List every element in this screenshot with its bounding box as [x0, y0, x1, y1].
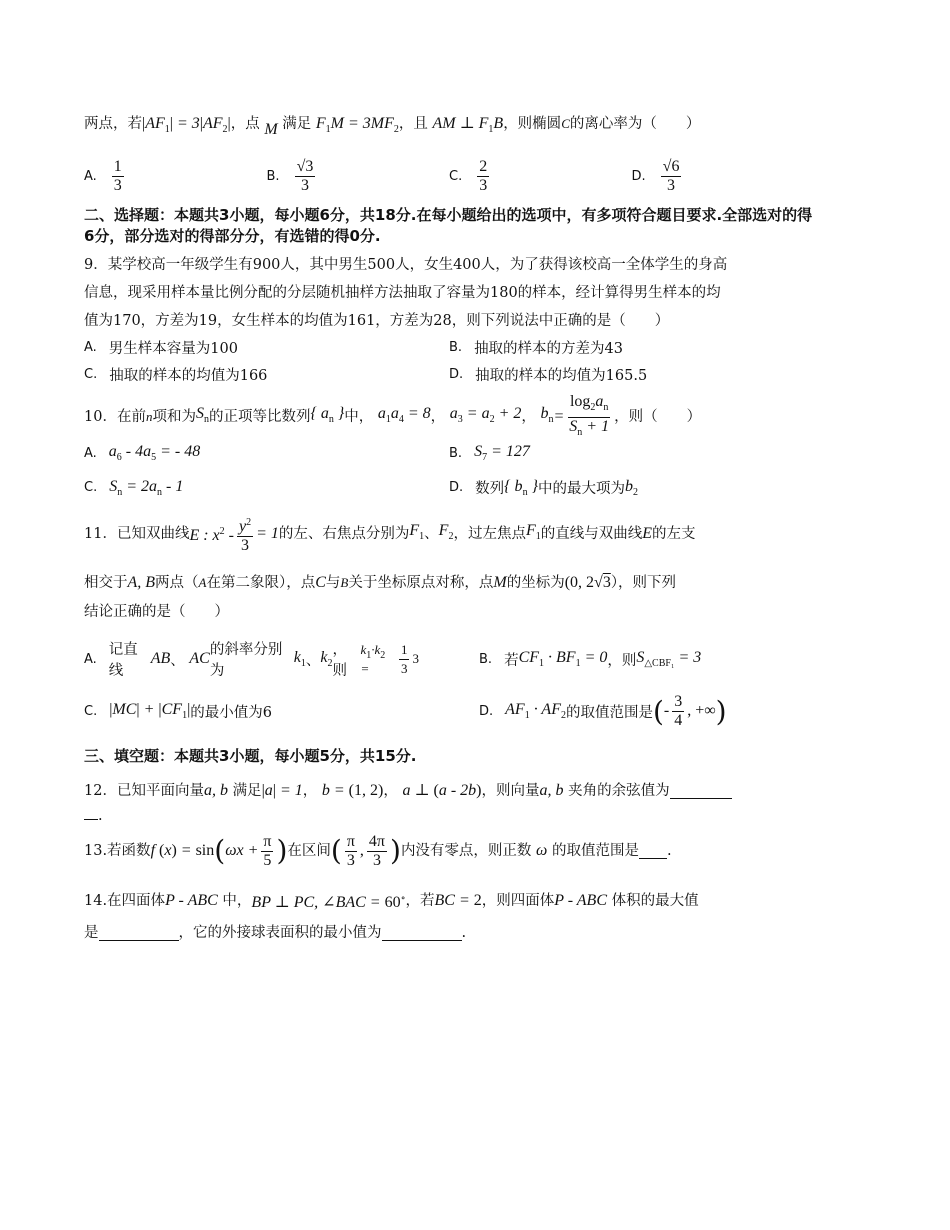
- q10-options-row-1: [84, 443, 814, 463]
- q8-options: [84, 158, 814, 195]
- q11-stem-line-1: 11．已知双曲线 E : $x^2$ - $\frac{y^2}{3}$ = 1 的左、右焦点分别为 $F_1$ 、 $F_2$ ，过左焦点 $F_1$ 的直线与双曲线 E 的左支: [84, 512, 814, 556]
- q14-answer-blank-2[interactable]: [382, 926, 462, 941]
- q9-options-row-2: [84, 364, 814, 385]
- q9-stem: 9．某学校高一年级学生有900人，其中男生500人，女生400人，为了获得该校高一全体学生的身高 信息，现采用样本量比例分配的分层随机抽样方法抽取了容量为180的样本，经计算得男生样本的均 值为170，方差为19，女生样本的均值为161，方差为28，则下列说法中正确的是（ ）: [84, 257, 728, 329]
- q11-stem-line-3: 结论正确的是（ ）: [84, 604, 229, 620]
- q8-option-d[interactable]: D. $\frac{√6}{3}$: [631, 158, 680, 194]
- q8-option-b[interactable]: B. $\frac{√3}{3}$: [266, 158, 314, 194]
- q11-option-a[interactable]: A. 记直线 AB 、 AC 的斜率分别为 $k_1$ 、 $k_2$ ，则 $k_1\cdot k_2$ = $\frac{1}{3}$ 3: [84, 641, 419, 679]
- q11-options-row-2: [84, 688, 814, 734]
- q9-option-a[interactable]: A. 男生样本容量为100: [84, 340, 238, 357]
- q14-answer-blank-1[interactable]: [99, 926, 179, 941]
- q10-stem: 10．在前 n 项和为 $S_n$ 的正项等比数列 { $a_n$ } 中， $a_1a_4 = 8$ ， $a_3 = a_2 + 2$ ， $b_n$ = $\frac{\log_2a_n}{S_n + 1}$ ，则（ ）: [84, 392, 702, 438]
- q12-answer-blank-end[interactable]: [84, 805, 98, 820]
- q11-option-b[interactable]: B. 若 $CF_1 \cdot BF_1 = 0$ ，则 $S_{\triangle CBF_1} = 3$: [479, 649, 702, 669]
- q12-answer-blank[interactable]: [670, 784, 732, 799]
- exam-page: 两点，若$|AF_1| = 3|AF_2|$，点 M 满足 $F_1M = 3MF_2$，且 AM ⊥ $F_1B$，则椭圆C的离心率为（ ） A. $\frac{1}{3}$ B. $\frac{√3}{3}$ C. $\frac{2}{3}$ D. $\frac{√6}{3}$ 二、选择题：本题共3小题，每小题6分，共18分.在每小题给出的选项中，有多项符合题目要求.全部选对的得6分，部分选对的得部分分，有选错的得0分. 9．某学校高一年级学生有900人，其中男生500人，女生400人，为了获得该校高一全体学生的身高 信息，现采用样本量比例分配的分层随机抽样方法抽取了容量为180的样本，经计算得男生样本的均 值为170，方差为19，女生样本的均值为161，方差为28，则下列说法中正确的是（ ） A. 男生样本容量为100 B. 抽取的样本的方差为43 C. 抽取的样本的均值为166 D. 抽取的样本的均值为165.5 10．在前 n 项和为 $S_n$ 的正项等比数列 { $a_n$ } 中， $a_1a_4 = 8$ ， $a_3 = a_2 + 2$ ， $b_n$ = $\frac{\log_2a_n}{S_n + 1}$ ，则（ ） A. $a_6 - 4a_5$ = - 48 B. $S_7 = 127$ C. $S_n = 2a_n - 1$ D. 数列 { $b_n$ } 中的最大项为 $b_2$ 11．已知双曲线 E : $x^2$ - $\frac{y^2}{3}$ = 1 的左、右焦点分别为 $F_1$ 、 $F_2$ ，过左焦点 $F_1$ 的直线与双曲线 E 的左支 相交于 A, B 两点（ A 在第二象限），点 C 与 B 关于坐标原点对称，点 M 的坐标为 (0, 2√3 ），则下列 结论正确的是（ ） A. 记直线 AB 、 AC 的斜率分别为 $k_1$ 、 $k_2$ ，则 $k_1\cdot k_2$ = $\frac{1}{3}$ 3 B. 若 $CF_1 \cdot BF_1 = 0$ ，则 $S_{\triangle CBF_1} = 3$ C. $|MC| + |CF_1|$ 的最小值为6 D. $AF_1 \cdot AF_2$ 的取值范围是 ( - $\frac{3}{4}$ , +∞ ) 三、填空题：本题共3小题，每小题5分，共15分. 12．已知平面向量 a, b 满足 |a| = 1 ， b = (1, 2) ， a ⊥ (a - 2b) ，则向量 a, b 夹角的余弦值为 . 13.若函数 f (x) = sin ( ωx + $\frac{\pi}{5}$ ) 在区间 ( $\frac{\pi}{3}$ , $\frac{4\pi}{3}$ ) 内没有零点，则正数 ω 的取值范围是 . 14.在四面体 P - ABC 中， BP ⊥ PC, ∠BAC = 60∘ ，若 BC = 2 ，则四面体 P - ABC 体积的最大值 是 ，它的外接球表面积的最小值为 .: [84, 110, 814, 947]
- q14-stem-line-2: 是 ，它的外接球表面积的最小值为 .: [84, 925, 467, 941]
- q10-options-row-2: [84, 477, 814, 498]
- q8-option-c[interactable]: C. $\frac{2}{3}$: [449, 158, 488, 194]
- q13-stem: 13.若函数 f (x) = sin ( ωx + $\frac{\pi}{5}$ ) 在区间 ( $\frac{\pi}{3}$ , $\frac{4\pi}{3}$ ) 内没有零点，则正数 ω 的取值范围是 .: [84, 832, 672, 869]
- q10-option-c[interactable]: C. $S_n = 2a_n - 1$: [84, 477, 184, 498]
- q9-option-d[interactable]: D. 抽取的样本的均值为165.5: [449, 367, 648, 384]
- q8-stem: 两点，若$|AF_1| = 3|AF_2|$，点 M 满足 $F_1M = 3MF_2$，且 AM ⊥ $F_1B$，则椭圆C的离心率为（ ）: [84, 115, 701, 138]
- q9-option-c[interactable]: C. 抽取的样本的均值为166: [84, 367, 268, 384]
- q11-options-row-1: [84, 636, 814, 682]
- q9-option-b[interactable]: B. 抽取的样本的方差为43: [449, 340, 624, 357]
- q11-option-c[interactable]: C. $|MC| + |CF_1|$ 的最小值为6: [84, 701, 273, 721]
- section-2-heading: 二、选择题：本题共3小题，每小题6分，共18分.在每小题给出的选项中，有多项符合题目要求.全部选对的得6分，部分选对的得部分分，有选错的得0分.: [84, 206, 813, 245]
- q13-answer-blank[interactable]: [639, 844, 667, 859]
- q10-option-b[interactable]: B. $S_7 = 127$: [449, 443, 530, 463]
- q9-options-row-1: [84, 337, 814, 358]
- section-3-heading: 三、填空题：本题共3小题，每小题5分，共15分.: [84, 747, 417, 765]
- q11-option-d[interactable]: D. $AF_1 \cdot AF_2$ 的取值范围是 ( - $\frac{3}{4}$ , +∞ ): [479, 692, 727, 729]
- q10-option-a[interactable]: A. $a_6 - 4a_5$ = - 48: [84, 443, 201, 463]
- q12-stem: 12．已知平面向量 a, b 满足 |a| = 1 ， b = (1, 2) ， a ⊥ (a - 2b) ，则向量 a, b 夹角的余弦值为: [84, 777, 814, 805]
- q14-stem-line-1: 14.在四面体 P - ABC 中， BP ⊥ PC, ∠BAC = 60∘ ，若 BC = 2 ，则四面体 P - ABC 体积的最大值: [84, 892, 699, 911]
- q10-option-d[interactable]: D. 数列 { $b_n$ } 中的最大项为 $b_2$: [449, 477, 638, 498]
- q8-option-a[interactable]: A. $\frac{1}{3}$: [84, 158, 122, 194]
- q11-stem-line-2: 相交于 A, B 两点（ A 在第二象限），点 C 与 B 关于坐标原点对称，点 M 的坐标为 (0, 2√3 ），则下列: [84, 574, 677, 591]
